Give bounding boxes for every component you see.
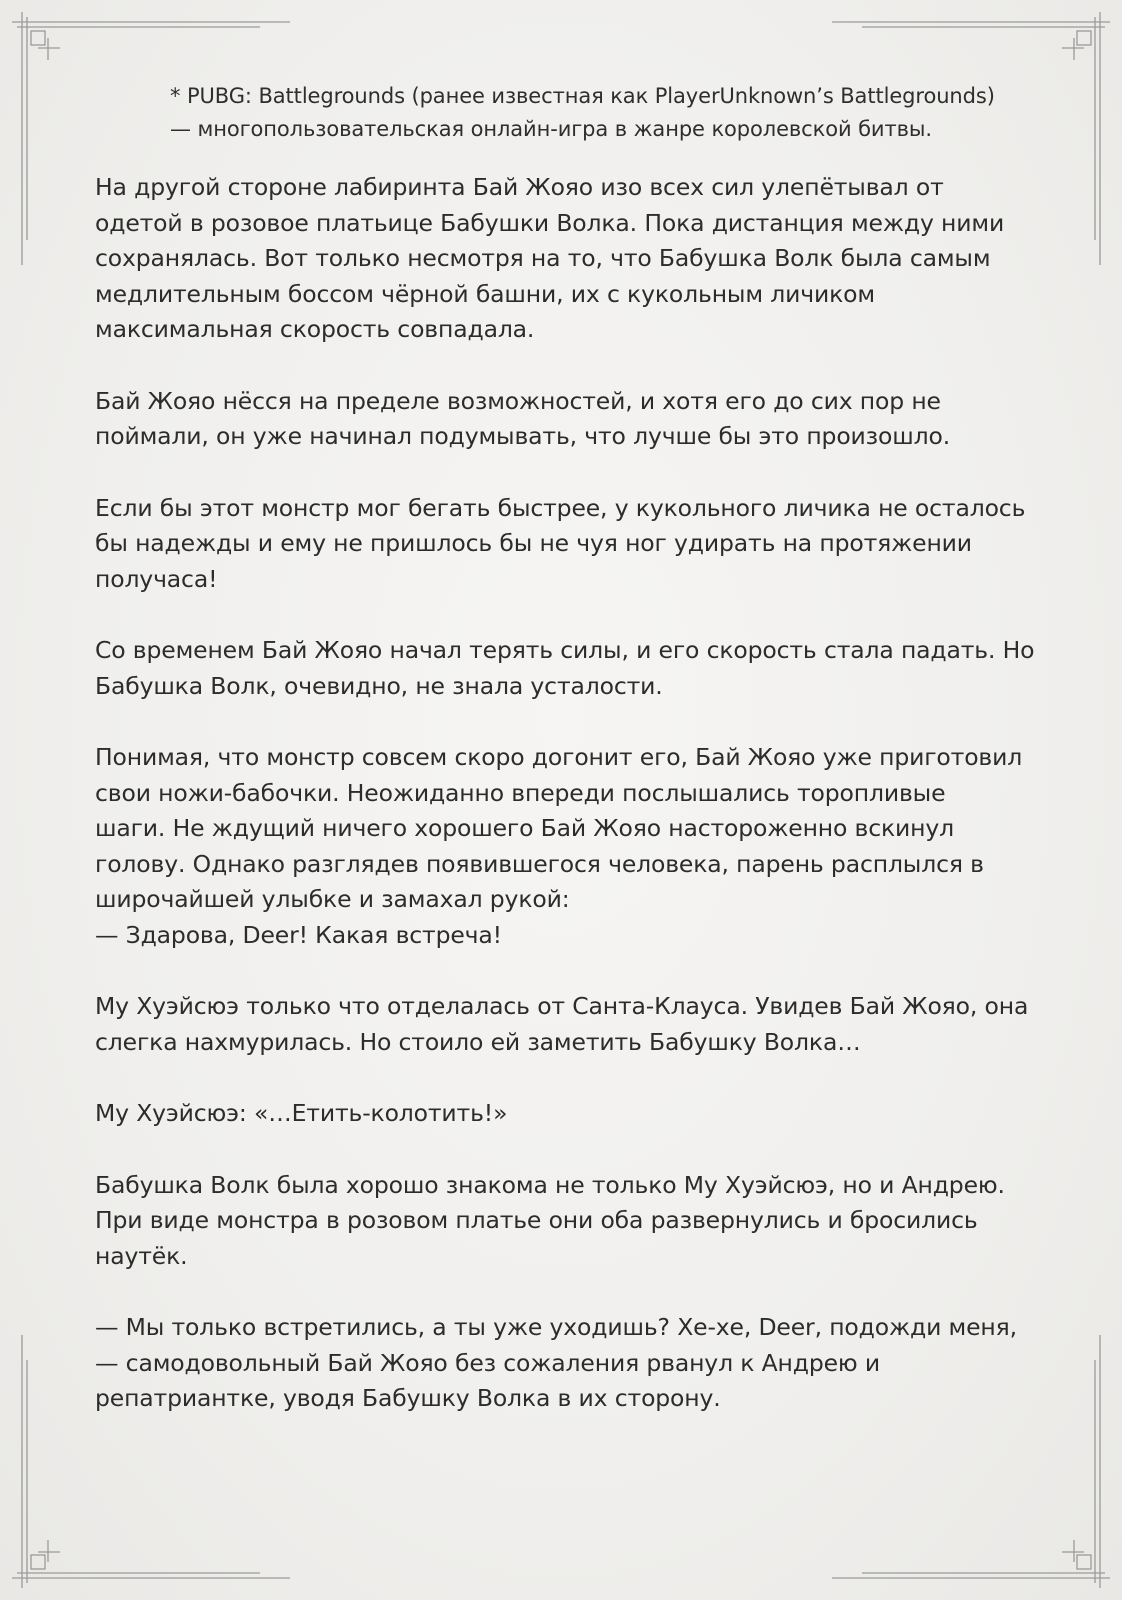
text-line: свои ножи-бабочки. Неожиданно впереди послышались торопливые xyxy=(95,778,946,807)
text-line: широчайшей улыбке и замахал рукой: xyxy=(95,885,570,913)
dialogue-line: Му Хуэйсюэ: «…Етить-колотить!» xyxy=(95,1099,508,1127)
text-line: поймали, он уже начинал подумывать, что лучше бы это произошло. xyxy=(95,422,951,450)
paragraph xyxy=(95,1168,1035,1275)
text-line: репатриантке, уводя Бабушку Волка в их сторону. xyxy=(95,1384,721,1412)
text-line: голову. Однако разглядев появившегося человека, парень расплылся в xyxy=(95,849,984,878)
text-line: При виде монстра в розовом платье они оба развернулись и бросились xyxy=(95,1206,978,1234)
dialogue-line: — Мы только встретились, а ты уже уходишь? Хе-хе, Deer, подожди меня, xyxy=(95,1313,1017,1341)
text-line: одетой в розовое платьице Бабушки Волка. Пока дистанция между ними xyxy=(95,208,1005,237)
text-line: Бабушка Волк была хорошо знакома не только Му Хуэйсюэ, но и Андрею. xyxy=(95,1170,1005,1199)
text-line: Если бы этот монстр мог бегать быстрее, у кукольного личика не осталось xyxy=(95,493,1026,522)
paragraph xyxy=(95,989,1035,1060)
paragraph xyxy=(95,1096,1035,1132)
text-line: Со временем Бай Жояо начал терять силы, и его скорость стала падать. Но xyxy=(95,636,1035,664)
footnote-line: — многопользовательская онлайн-игра в жанре королевской битвы. xyxy=(170,117,932,141)
text-line: сохранялась. Вот только несмотря на то, что Бабушка Волк была самым xyxy=(95,244,991,272)
text-line: Бай Жояо нёсся на пределе возможностей, и хотя его до сих пор не xyxy=(95,386,941,415)
text-line: получаса! xyxy=(95,564,218,593)
paragraph xyxy=(95,384,1035,455)
paragraph xyxy=(95,170,1035,348)
paragraph xyxy=(95,491,1035,598)
paragraph xyxy=(95,740,1035,953)
paragraph xyxy=(95,633,1035,704)
text-line: шаги. Не ждущий ничего хорошего Бай Жояо настороженно вскинул xyxy=(95,814,955,842)
text-line: бы надежды и ему не пришлось бы не чуя ног удирать на протяжении xyxy=(95,529,972,557)
text-line: наутёк. xyxy=(95,1241,188,1270)
paragraph xyxy=(95,1310,1035,1417)
footnote xyxy=(170,80,1035,146)
text-line: максимальная скорость совпадала. xyxy=(95,315,535,343)
footnote-line: * PUBG: Battlegrounds (ранее известная как PlayerUnknown’s Battlegrounds) xyxy=(170,84,995,108)
text-line: На другой стороне лабиринта Бай Жояо изо всех сил улепётывал от xyxy=(95,173,944,201)
text-line: слегка нахмурилась. Но стоило ей заметить Бабушку Волка… xyxy=(95,1027,861,1056)
text-line: Му Хуэйсюэ только что отделалась от Санта-Клауса. Увидев Бай Жояо, она xyxy=(95,992,1029,1020)
text-line: Понимая, что монстр совсем скоро догонит его, Бай Жояо уже приготовил xyxy=(95,743,1023,771)
text-line: медлительным боссом чёрной башни, их с кукольным личиком xyxy=(95,279,875,308)
dialogue-line: — Здарова, Deer! Какая встреча! xyxy=(95,920,502,949)
text-line: Бабушка Волк, очевидно, не знала усталости. xyxy=(95,671,663,700)
page-content xyxy=(95,80,1035,1453)
text-line: — самодовольный Бай Жояо без сожаления рванул к Андрею и xyxy=(95,1348,881,1377)
